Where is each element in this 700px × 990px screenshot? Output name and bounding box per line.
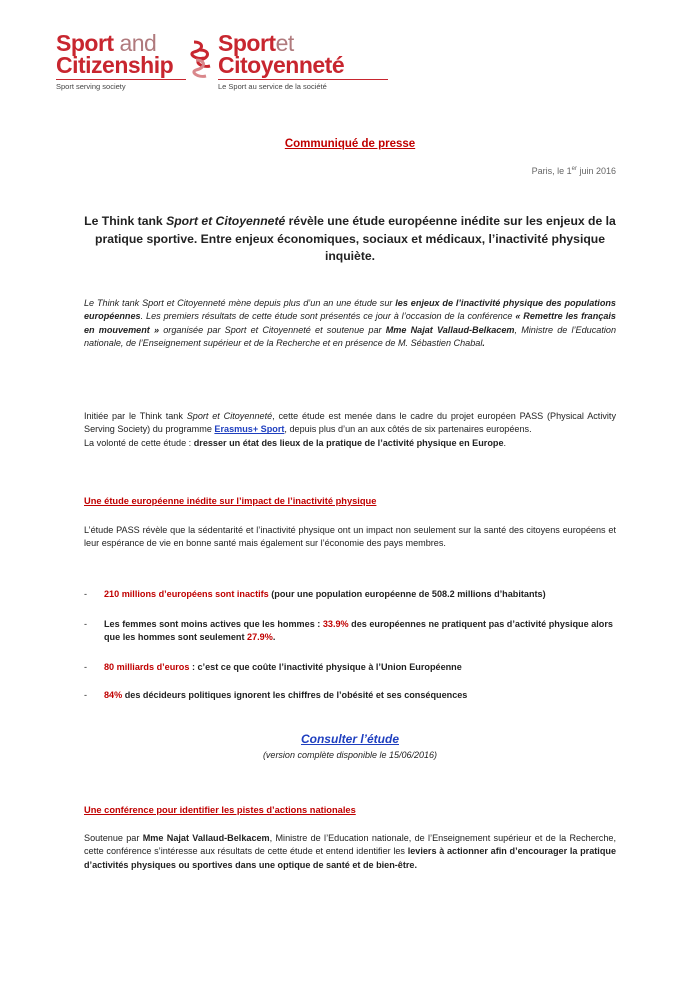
logo-fr-citoyennete: Citoyenneté [218, 52, 345, 78]
logo-en-tagline: Sport serving society [56, 79, 186, 91]
logo-en-sport: Sport [56, 30, 114, 56]
consult-study-link[interactable]: Consulter l’étude [300, 732, 399, 746]
study-paragraph: Initiée par le Think tank Sport et Citoyenneté, cette étude est menée dans le cadre du projet européen PASS (Physical Activity Serving Society) du programme Erasmus+ Sport, depuis plus d’un an aux côtés de six partenaires européens. La volonté de cette étude : dresser un état des lieux de la pratique de l’activité physique en Europe. [84, 411, 616, 448]
intro-paragraph: Le Think tank Sport et Citoyenneté mène depuis plus d’un an une étude sur les enjeux de l’inactivité physique des populations européennes. Les premiers résultats de cette étude sont présentés ce jour à l’occasion de la conférence « Remettre les français en mouvement » organisée par Sport et Citoyenneté et soutenue par Mme Najat Vallaud-Belkacem, Ministre de l’Education nationale, de l’Enseignement supérieur et de la Recherche et en présence de M. Sébastien Chabal. [84, 298, 616, 349]
logo-fr-tagline: Le Sport au service de la société [218, 79, 388, 91]
pass-paragraph: L’étude PASS révèle que la sédentarité et l’inactivité physique ont un impact non seulement sur la santé des citoyens européens et leur espérance de vie en bonne santé mais également sur l’économie des pays membres. [84, 525, 616, 549]
press-release-page: Sport and Citizenship Sport serving society Sportet Citoyenneté Le Sport au service de la société Communiqué de presse Paris, le 1er juin 2016 Le Think tank Sport et Citoyenneté révèle une étude européenne inédite sur les enjeux de la pratique sportive. Entre enjeux économiques, sociaux et médicaux, l’inactivité physique inquiète. Le Think tank Sport et Citoyenneté mène depuis plus d’un an une étude sur les enjeux de l’inactivité physique des populations européennes. Les premiers résultats de cette étude sont présentés ce jour à l’occasion de la conférence « Remettre les français en mouvement » organisée par Sport et Citoyenneté et soutenue par Mme Najat Vallaud-Belkacem, Ministre de l’Education nationale, de l’Enseignement supérieur et de la Recherche et en présence de M. Sébastien Chabal. Initiée par le Think tank Sport et Citoyenneté, cette étude est menée dans le cadre du projet européen PASS (Physical Activity Serving Society) du programme Erasmus+ Sport, depuis plus d’un an aux côtés de six partenaires européens. La volonté de cette étude : dresser un état des lieux de la pratique de l’activité physique en Europe. Une étude européenne inédite sur l’impact de l’inactivité physique L’étude PASS révèle que la sédentarité et l’inactivité physique ont un impact non seulement sur la santé des citoyens européens et leur espérance de vie en bonne santé mais également sur l’économie des pays membres. - 210 millions d’européens sont inactifs (pour une population européenne de 508.2 millions d’habitants) - Les femmes sont moins actives que les hommes : 33.9% des européennes ne pratiquent pas d’activité physique alors que les hommes sont seulement 27.9%. - 80 milliards d’euros : c’est ce que coûte l’inactivité physique à l’Union Européenne - 84% des décideurs politiques ignorent les chiffres de l’obésité et ses conséquences Consulter l’étude (version complète disponible le 15/06/2016) Une conférence pour identifier les pistes d’actions nationales Soutenue par Mme Najat Vallaud-Belkacem, Ministre de l’Education nationale, de l’Enseignement supérieur et de la Recherche, cette conférence s’intéresse aux résultats de cette étude et entend identifier les leviers à actionner afin d’encourager la pratique d’activités physiques ou sportives dans une optique de santé et de bien-être. [0, 0, 700, 990]
headline: Le Think tank Sport et Citoyenneté révèle une étude européenne inédite sur les enjeux de la pratique sportive. Entre enjeux économiques, sociaux et médicaux, l’inactivité physique inquiète. [84, 214, 616, 263]
logo-fr-et: et [275, 30, 294, 56]
section-heading-conference: Une conférence pour identifier les pistes d’actions nationales [84, 805, 356, 815]
sport-citizenship-logo [56, 32, 386, 102]
conference-paragraph: Soutenue par Mme Najat Vallaud-Belkacem, Ministre de l’Education nationale, de l’Enseignement supérieur et de la Recherche, cette conférence s’intéresse aux résultats de cette étude et entend identifier les leviers à actionner afin d’encourager la pratique d’activités physiques ou sportives dans une optique de santé et de bien-être. [84, 833, 616, 870]
section-heading-study: Une étude européenne inédite sur l’impact de l’inactivité physique [84, 496, 377, 506]
erasmus-sport-link[interactable]: Erasmus+ Sport [214, 424, 285, 435]
document-title: Communiqué de presse [284, 138, 416, 150]
logo-english [56, 32, 186, 91]
consult-study-note: (version complète disponible le 15/06/2016) [262, 750, 438, 760]
document-date: Paris, le 1er juin 2016 [531, 166, 616, 176]
logo-fr-sport: Sport [218, 30, 276, 56]
logo-en-and: and [113, 30, 157, 56]
logo-french [218, 32, 388, 91]
logo-en-citizenship: Citizenship [56, 52, 174, 78]
logo-emblem-icon [190, 38, 216, 78]
